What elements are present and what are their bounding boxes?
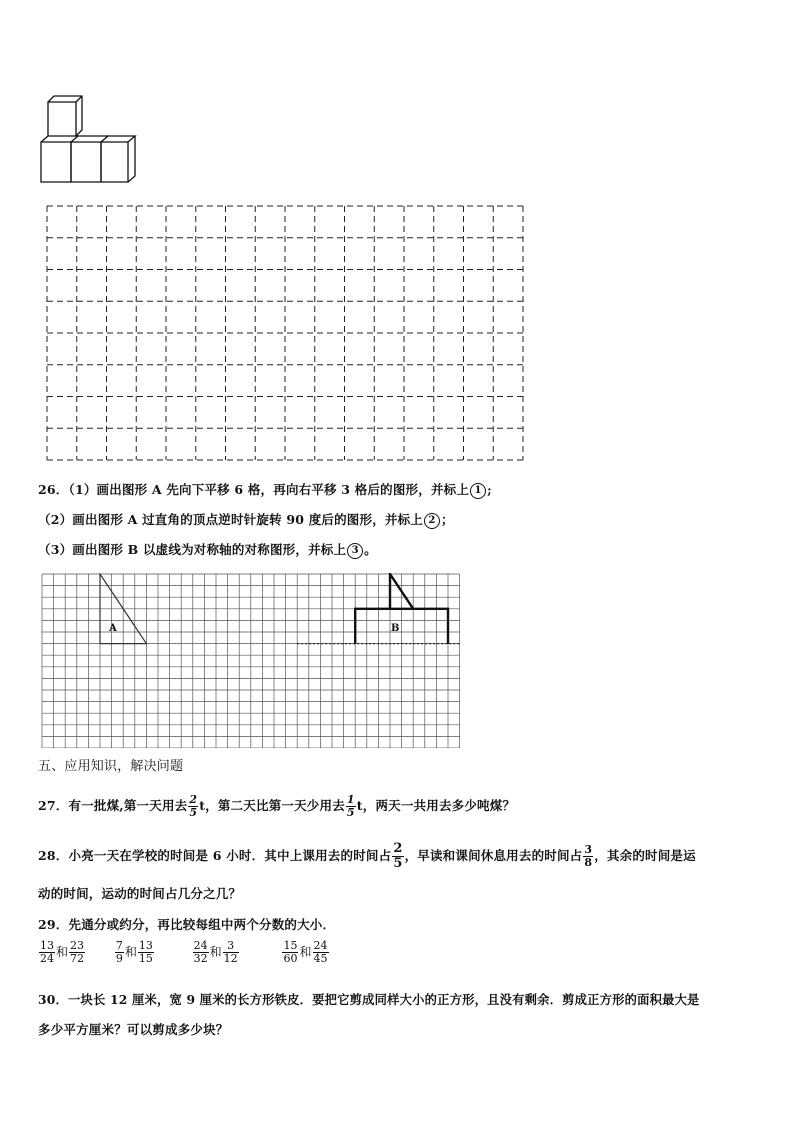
square-grid-figure [41,573,465,748]
dashed-drawing-grid [46,205,524,461]
q27-fraction-2: $\frac{1}{5}$ [346,793,355,819]
square-grid [41,573,465,748]
cube-figure [38,92,138,187]
q30-line1: 30．一块长 12 厘米，宽 9 厘米的长方形铁皮．要把它剪成同样大小的正方形，且没有剩余．剪成正方形的面积最大是 [38,992,700,1007]
q29-pair: $\frac{13}{24}$ 和 $\frac{23}{72}$ [40,939,85,965]
q30-line2: 多少平方厘米？可以剪成多少块？ [38,1022,229,1037]
q26-line2: （2）画出图形 A 过直角的顶点逆时针旋转 90 度后的图形，并标上 2 ； [38,512,454,527]
q29-pairs [38,940,361,965]
circled-2: 2 [424,513,440,529]
cube-top-front [48,102,76,136]
q29-pair: $\frac{15}{60}$ 和 $\frac{24}{45}$ [283,939,328,965]
circled-1: 1 [470,483,486,499]
cube-bottom-mid [71,142,101,182]
label-shape-b: B [391,623,400,634]
q28-line2: 动的时间，运动的时间占几分之几？ [38,886,242,901]
q28-fraction-1: $\frac{2}{5}$ [393,841,403,871]
q26-line3: （3）画出图形 B 以虚线为对称轴的对称图形，并标上 3 。 [38,542,377,557]
q29-pair: $\frac{24}{32}$ 和 $\frac{3}{12}$ [193,939,238,965]
q29-text: 29．先通分或约分，再比较每组中两个分数的大小． [38,917,336,932]
q29-pair: $\frac{7}{9}$ 和 $\frac{13}{15}$ [115,939,153,965]
q28-line1: 28．小亮一天在学校的时间是 6 小时．其中上课用去的时间占 $\frac{2}{5}$ ，早读和课间休息用去的时间占 $\frac{3}{8}$ ，其余的时间是运 [38,841,696,871]
q28-fraction-2: $\frac{3}{8}$ [584,843,593,869]
cube-bottom-right [101,142,128,182]
cube-bottom-left [41,142,71,182]
q27: 27．有一批煤,第一天用去 $\frac{2}{5}$ t，第二天比第一天少用去 $\frac{1}{5}$ t，两天一共用去多少吨煤？ [38,793,516,819]
q27-fraction-1: $\frac{2}{5}$ [189,793,198,819]
circled-3: 3 [347,543,363,559]
label-shape-a: A [109,623,117,634]
section5-title: 五、应用知识，解决问题 [38,759,184,774]
q26-line1: 26．（1）画出图形 A 先向下平移 6 格，再向右平移 3 格后的图形，并标上 1 ; [38,482,492,497]
